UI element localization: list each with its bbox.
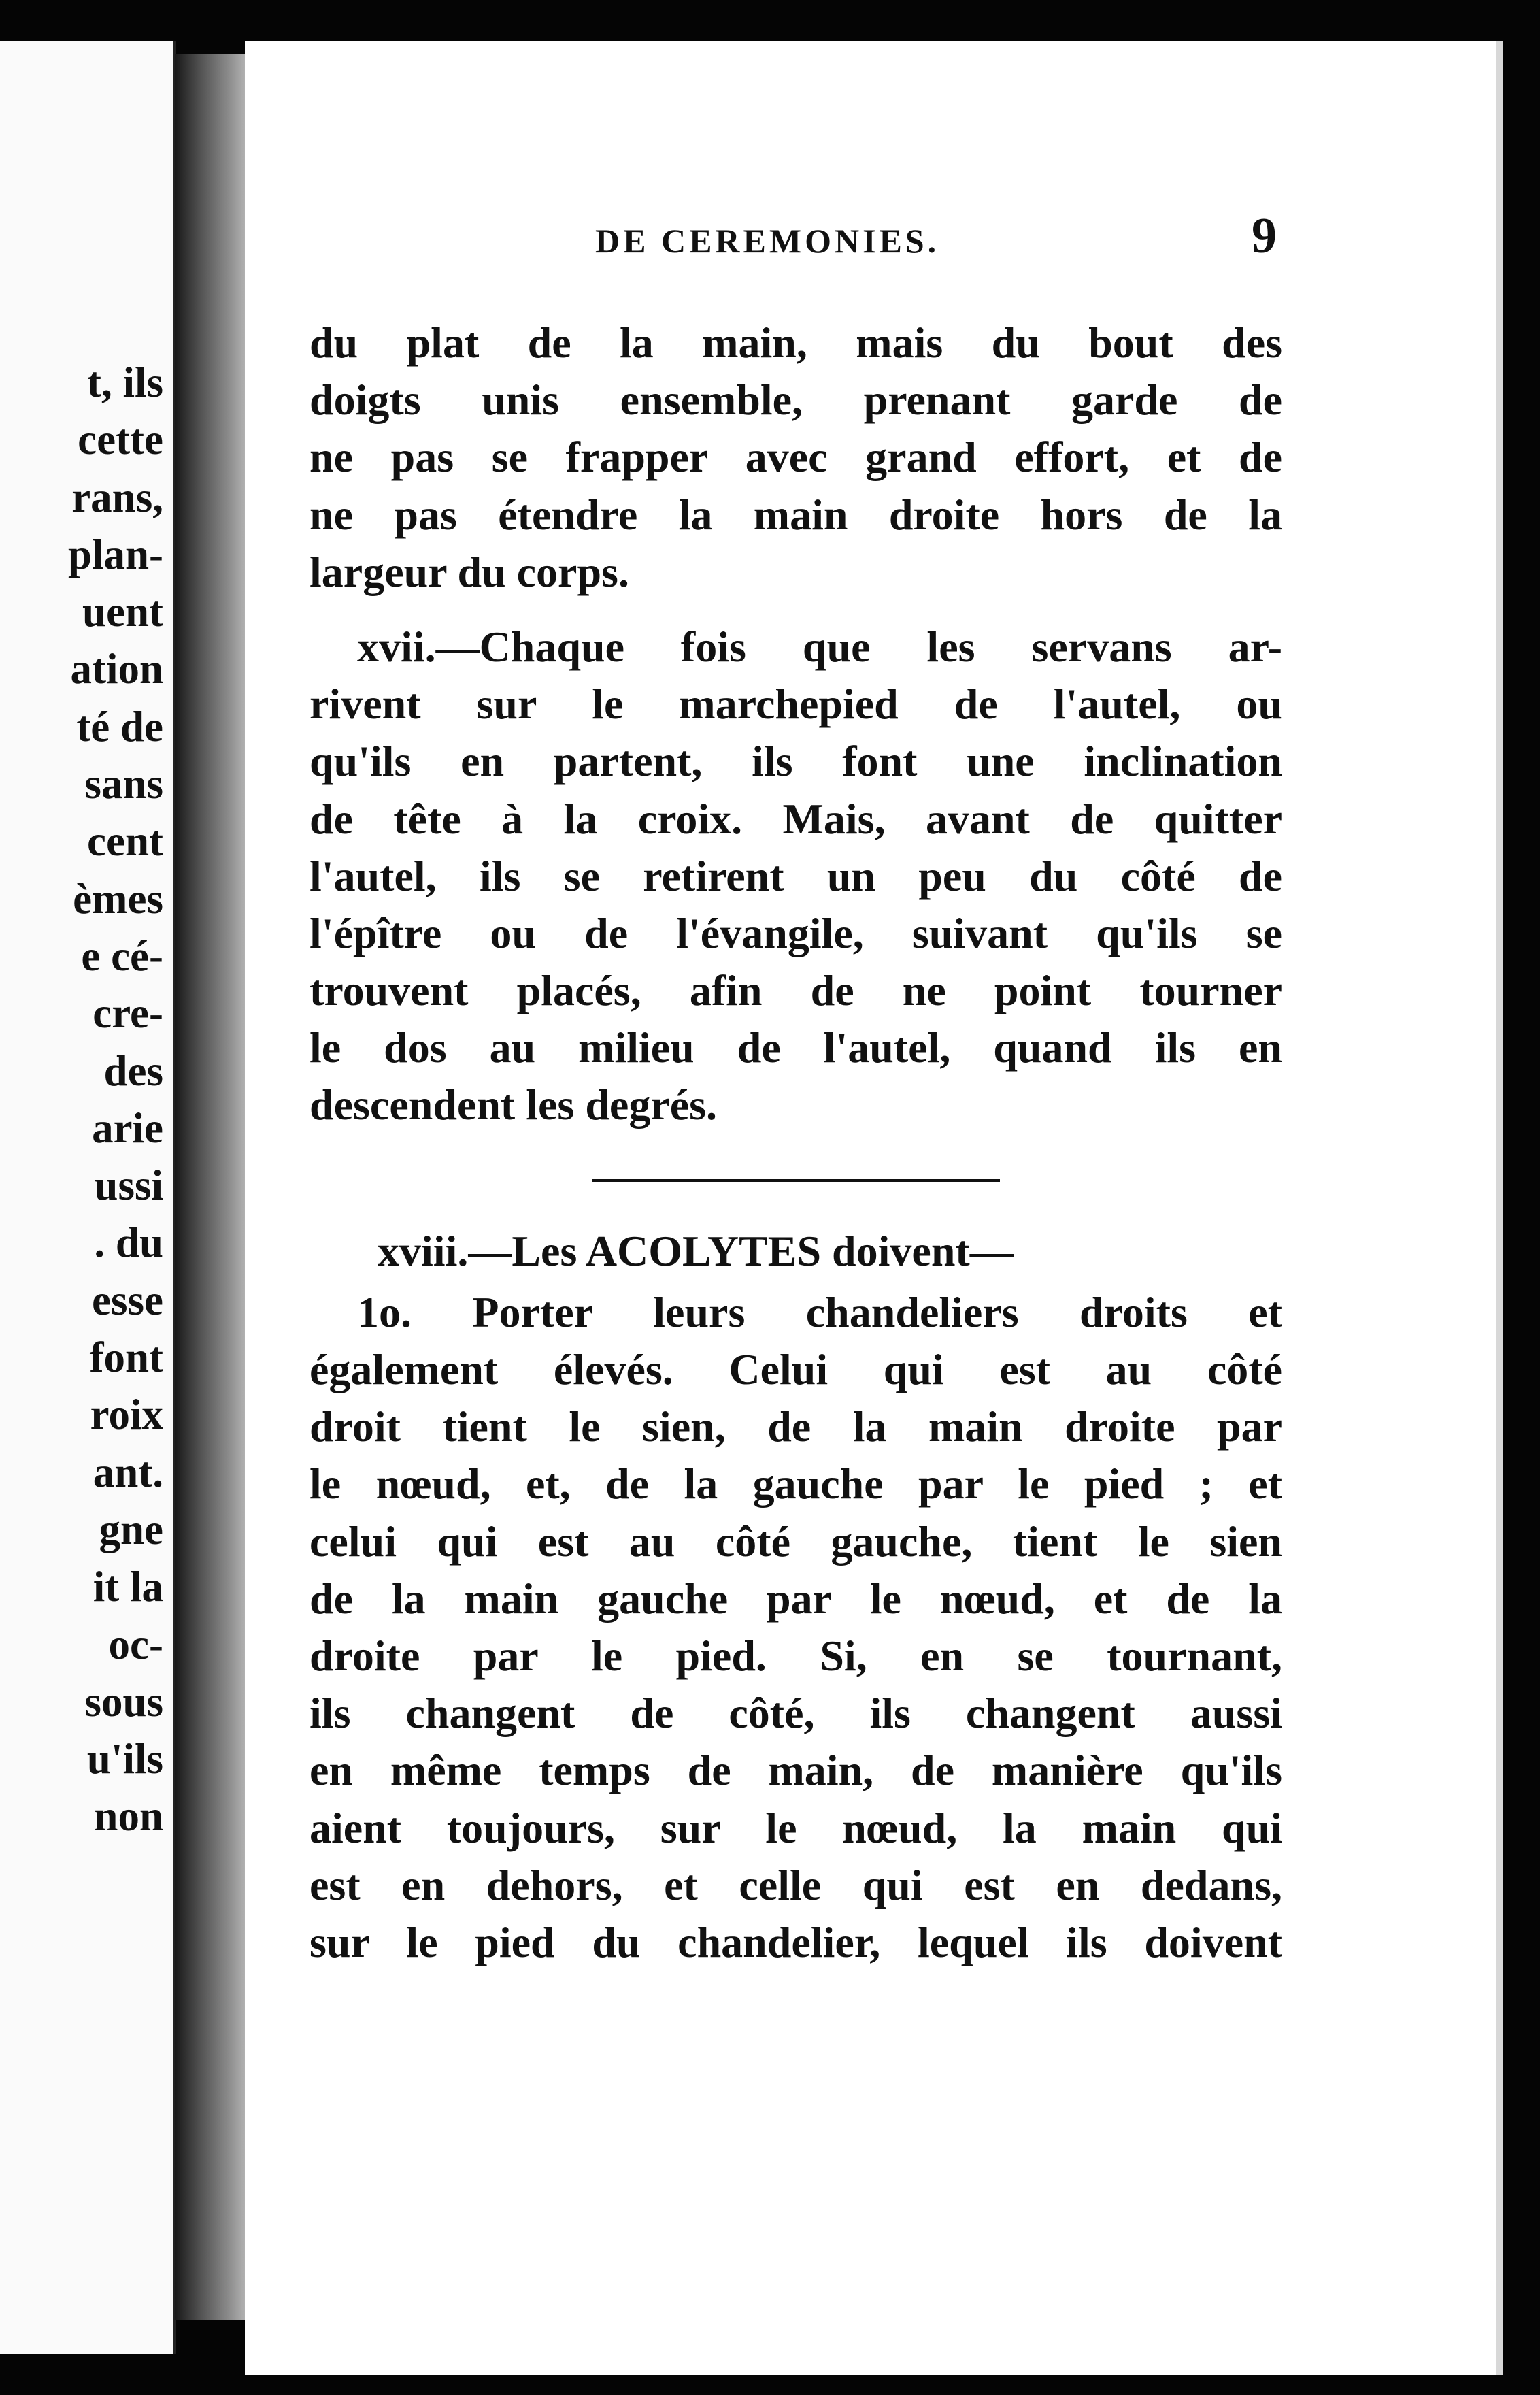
section-heading: xviii.—Les ACOLYTES doivent— xyxy=(378,1226,1014,1275)
text-line: qu'ils en partent, ils font une inclination xyxy=(309,737,1282,786)
fragment: té de xyxy=(76,702,163,750)
previous-page-text xyxy=(0,354,163,1845)
text-line: ne pas étendre la main droite hors de la xyxy=(309,490,1282,539)
fragment: roix xyxy=(90,1391,163,1439)
text-line: droit tient le sien, de la main droite par xyxy=(309,1402,1282,1451)
fragment: uent xyxy=(82,588,163,636)
fragment: cent xyxy=(87,817,163,865)
fragment: des xyxy=(103,1046,163,1095)
fragment: t, ils xyxy=(86,359,163,406)
text-line: largeur du corps. xyxy=(309,547,629,596)
text-line: aient toujours, sur le nœud, la main qui xyxy=(309,1803,1282,1852)
page-number: 9 xyxy=(1252,208,1277,264)
text-line: celui qui est au côté gauche, tient le sien xyxy=(309,1517,1282,1566)
fragment: ant. xyxy=(93,1448,163,1496)
paragraph xyxy=(309,618,1282,1134)
text-line: trouvent placés, afin de ne point tourner xyxy=(309,966,1282,1015)
text-line: le nœud, et, de la gauche par le pied ; et xyxy=(309,1459,1282,1508)
fragment: u'ils xyxy=(86,1735,163,1783)
text-line: rivent sur le marchepied de l'autel, ou xyxy=(309,680,1282,729)
running-head xyxy=(344,208,1289,269)
fragment: èmes xyxy=(73,874,163,923)
fragment: cre- xyxy=(93,989,163,1038)
fragment: non xyxy=(94,1792,163,1840)
fragment: ussi xyxy=(94,1161,163,1210)
body-text xyxy=(309,314,1282,1971)
paragraph xyxy=(309,1284,1282,1971)
text-line: l'autel, ils se retirent un peu du côté de xyxy=(309,851,1282,900)
text-line: droite par le pied. Si, en se tournant, xyxy=(309,1631,1282,1680)
fragment: arie xyxy=(92,1104,163,1152)
text-line: de la main gauche par le nœud, et de la xyxy=(309,1574,1282,1623)
text-line: en même temps de main, de manière qu'ils xyxy=(309,1746,1282,1795)
text-line: sur le pied du chandelier, lequel ils doivent xyxy=(309,1917,1282,1966)
fragment: sans xyxy=(84,760,163,808)
text-line: 1o. Porter leurs chandeliers droits et xyxy=(357,1287,1282,1336)
fragment: gne xyxy=(99,1505,163,1553)
text-line: ils changent de côté, ils changent aussi xyxy=(309,1689,1282,1738)
fragment: sous xyxy=(84,1677,163,1725)
fragment: e cé- xyxy=(81,931,163,980)
section-divider xyxy=(592,1179,1000,1182)
fragment: rans, xyxy=(71,473,163,521)
fragment: font xyxy=(89,1334,163,1382)
paragraph xyxy=(309,314,1282,601)
previous-page-edge xyxy=(0,41,176,2354)
text-line: xvii.—Chaque fois que les servans ar- xyxy=(357,622,1282,671)
text-line: ne pas se frapper avec grand effort, et de xyxy=(309,433,1282,482)
paragraph-gap xyxy=(309,601,1282,618)
fragment: . du xyxy=(94,1219,163,1267)
text-line: descendent les degrés. xyxy=(309,1080,718,1129)
running-title: DE CEREMONIES. xyxy=(595,222,940,260)
fragment: it la xyxy=(93,1563,163,1611)
fragment: esse xyxy=(92,1276,163,1324)
text-line: est en dehors, et celle qui est en dedans, xyxy=(309,1860,1282,1909)
text-line: le dos au milieu de l'autel, quand ils en xyxy=(309,1023,1282,1072)
book-gutter xyxy=(175,54,250,2320)
fragment: oc- xyxy=(108,1620,163,1668)
text-line: également élevés. Celui qui est au côté xyxy=(309,1345,1282,1393)
fragment: cette xyxy=(78,416,163,464)
text-line: doigts unis ensemble, prenant garde de xyxy=(309,376,1282,425)
text-line: du plat de la main, mais du bout des xyxy=(309,318,1282,367)
fragment: ation xyxy=(70,645,163,693)
text-line: de tête à la croix. Mais, avant de quitter xyxy=(309,794,1282,843)
text-line: l'épître ou de l'évangile, suivant qu'ils se xyxy=(309,908,1282,957)
fragment: plan- xyxy=(67,530,163,578)
